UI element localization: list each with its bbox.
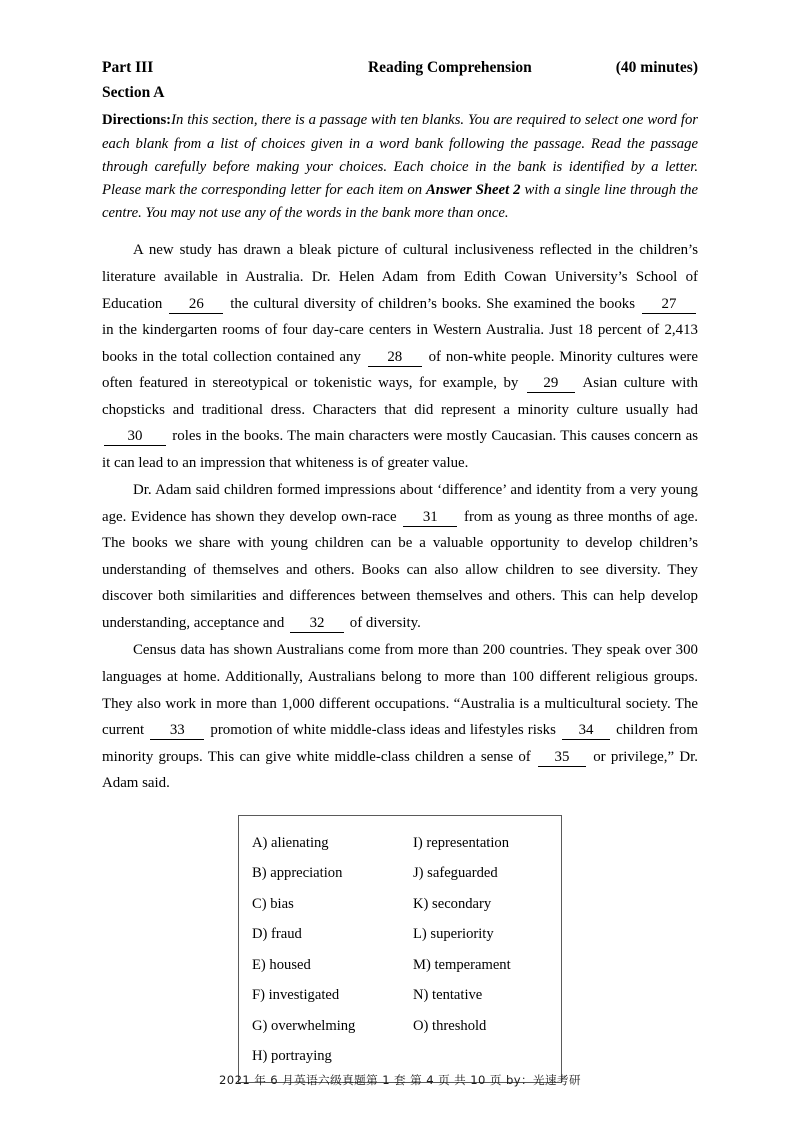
p3-segment-4: or privilege,” Dr. Adam said.: [102, 748, 698, 792]
blank-27[interactable]: 27: [642, 296, 696, 314]
p1-segment-1: A new study has drawn a bleak picture of cultural inclusiveness reflected in the children’s literature available in Australia. Dr. Helen Adam from Edith Cowan University’s School of Education: [102, 242, 698, 312]
word-bank-option[interactable]: F) investigated: [252, 987, 340, 1004]
p2-segment-1: Dr. Adam said children formed impressions about ‘difference’ and identity from a very young age. Evidence has shown they develop own-race: [102, 482, 698, 525]
word-bank-left-column: [239, 828, 404, 1072]
word-bank-option[interactable]: E) housed: [252, 956, 311, 973]
word-bank-wrapper: [102, 815, 698, 1083]
blank-34[interactable]: 34: [562, 722, 610, 740]
p1-segment-2: the cultural diversity of children’s books. She examined the books: [230, 295, 636, 312]
section-label: Section A: [102, 83, 165, 101]
passage-paragraph-3: [102, 637, 698, 796]
word-bank-option[interactable]: I) representation: [412, 834, 510, 851]
page-footer: 2021 年 6 月英语六级真题第 1 套 第 4 页 共 10 页 by：光速考研: [219, 1073, 581, 1087]
word-bank-option[interactable]: B) appreciation: [252, 865, 343, 882]
p3-segment-2: promotion of white middle-class ideas and lifestyles risks: [210, 722, 556, 739]
blank-31[interactable]: 31: [403, 509, 457, 527]
p1-segment-4: of non-white people. Minority cultures were often featured in stereotypical or tokenistic ways, for example, by: [102, 348, 698, 392]
p3-segment-3: children from minority groups. This can give white middle-class children a sense of: [102, 722, 698, 765]
word-bank-option[interactable]: K) secondary: [412, 895, 492, 912]
p2-segment-2: from as young as three months of age. The books we share with young children can be a valuable opportunity to develop children’s understanding of themselves and others. Books can also allow children to see diversity. They discover both similarities and differences between themselves and others. This can help develop understanding, acceptance and: [102, 508, 698, 631]
blank-33[interactable]: 33: [150, 722, 204, 740]
word-bank-option[interactable]: L) superiority: [412, 926, 494, 943]
directions-text-before: In this section, there is a passage with ten blanks. You are required to select one word for each blank from a list of choices given in a word bank following the passage. Read the passage through carefully before making your choices. Each choice in the bank is identified by a letter. Please mark the corresponding letter for each item on: [102, 112, 698, 199]
word-bank-option[interactable]: H) portraying: [252, 1048, 332, 1065]
page-title: Reading Comprehension: [367, 59, 532, 76]
blank-35[interactable]: 35: [538, 749, 586, 767]
directions-label: Directions:: [102, 112, 172, 129]
word-bank-option[interactable]: G) overwhelming: [252, 1017, 356, 1034]
word-bank-option[interactable]: J) safeguarded: [412, 865, 498, 882]
word-bank-option[interactable]: A) alienating: [252, 834, 329, 851]
word-bank-option[interactable]: M) temperament: [412, 956, 511, 973]
p1-segment-6: roles in the books. The main characters were mostly Caucasian. This causes concern as it can lead to an impression that whiteness is of greater value.: [102, 428, 698, 471]
passage-paragraph-2: [102, 477, 698, 636]
p1-segment-3: in the kindergarten rooms of four day-care centers in Western Australia. Just 18 percent of 2,413 books in the total collection contained any: [102, 322, 698, 365]
p1-segment-5: Asian culture with chopsticks and traditional dress. Characters that did represent a minority culture usually had: [102, 375, 698, 418]
blank-26[interactable]: 26: [169, 296, 223, 314]
p3-segment-1: Census data has shown Australians come from more than 200 countries. They speak over 300 languages at home. Additionally, Australians belong to more than 100 different religious groups. They also work in more than 1,000 different occupations. “Australia is a multicultural society. The current: [102, 642, 698, 739]
part-label: Part III: [102, 59, 154, 76]
passage-paragraph-1: [102, 237, 698, 476]
answer-sheet-emphasis: Answer Sheet 2: [426, 182, 521, 199]
word-bank: [238, 815, 562, 1083]
word-bank-option[interactable]: N) tentative: [412, 987, 483, 1004]
directions-block: [102, 109, 698, 225]
blank-30[interactable]: 30: [104, 428, 166, 446]
p2-segment-3: of diversity.: [349, 614, 421, 631]
word-bank-option[interactable]: O) threshold: [412, 1017, 487, 1034]
directions-text-after: with a single line through the centre. You may not use any of the words in the bank more than once.: [102, 182, 698, 222]
blank-28[interactable]: 28: [368, 349, 422, 367]
page-content: [102, 58, 698, 1083]
time-allowance: (40 minutes): [615, 59, 698, 76]
word-bank-option[interactable]: D) fraud: [252, 926, 302, 943]
blank-32[interactable]: 32: [290, 615, 344, 633]
word-bank-right-column: [404, 828, 561, 1072]
blank-29[interactable]: 29: [527, 375, 575, 393]
word-bank-option[interactable]: C) bias: [252, 895, 294, 912]
page-header: [102, 58, 698, 79]
